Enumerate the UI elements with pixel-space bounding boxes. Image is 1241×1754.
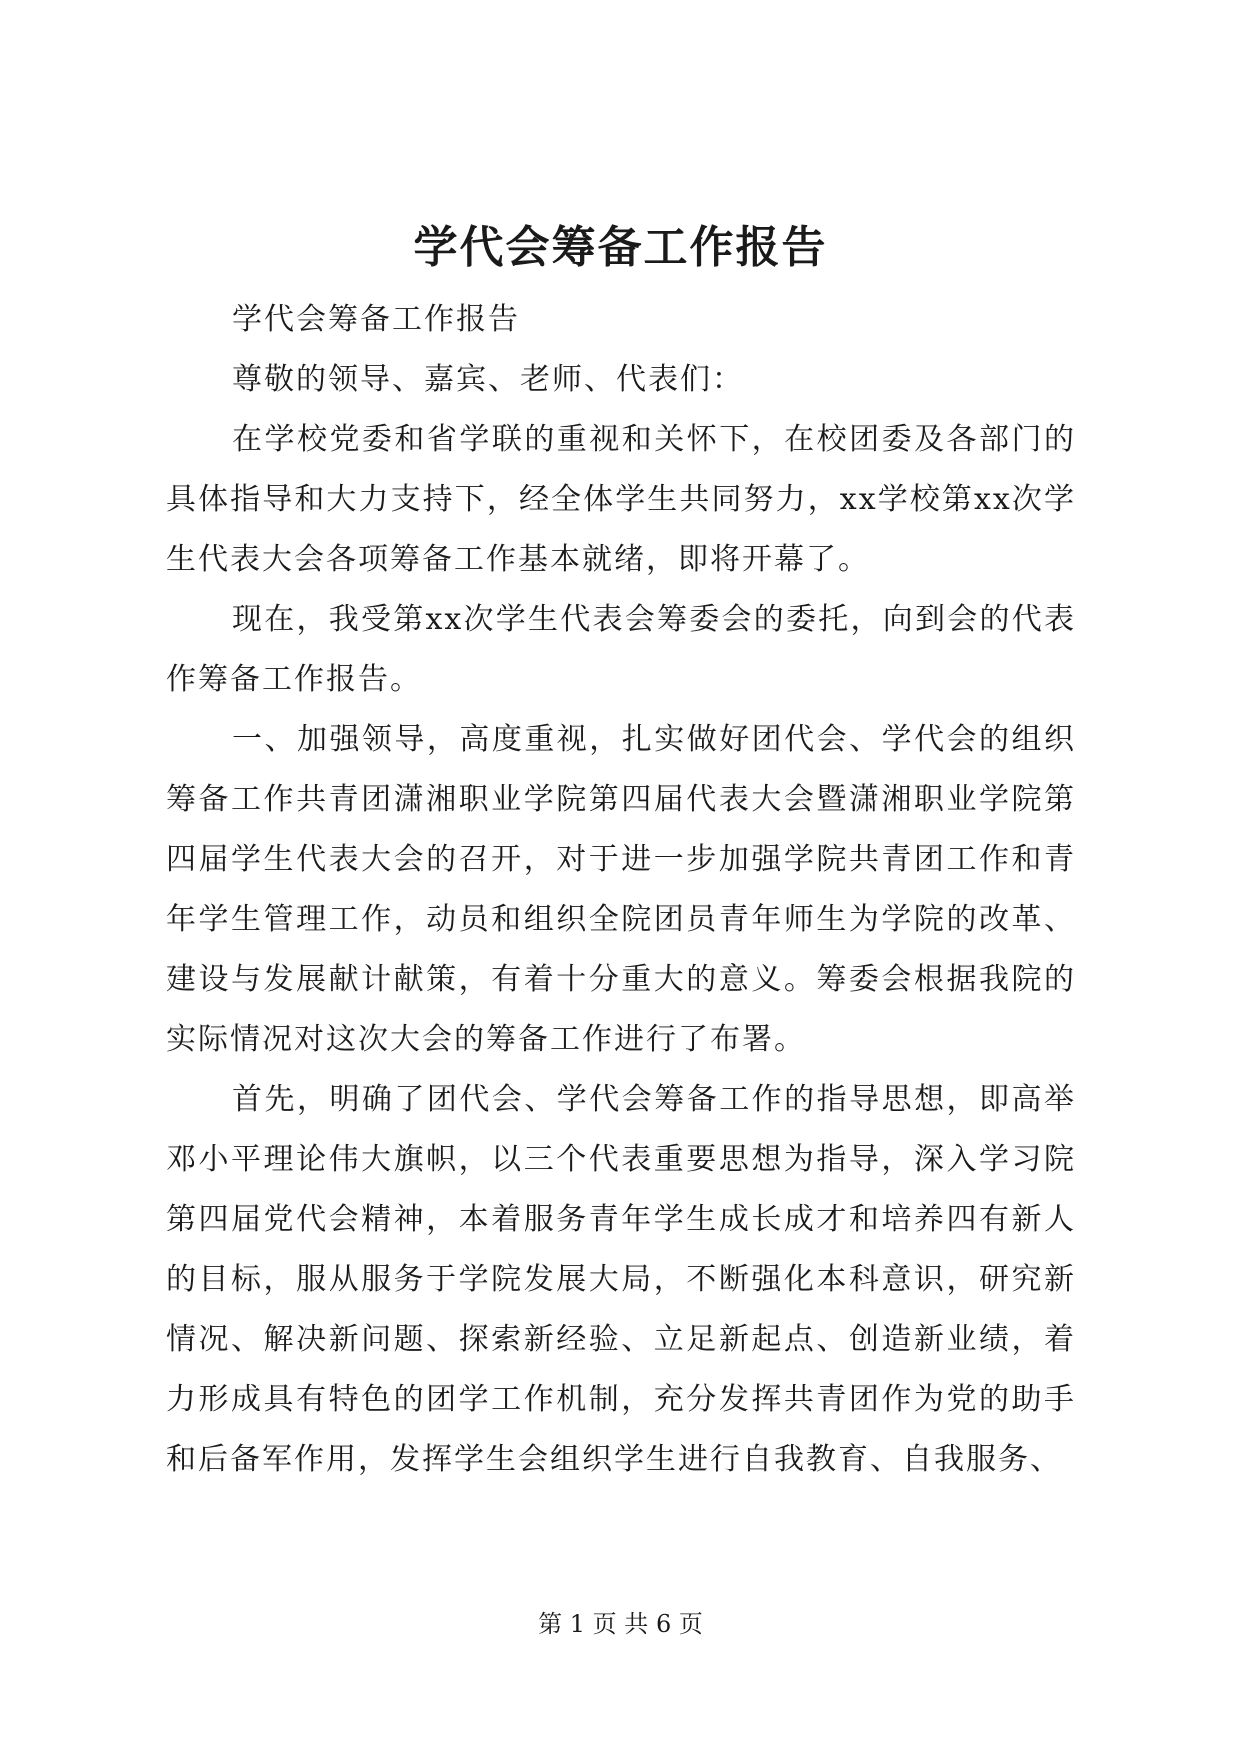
paragraph: 一、加强领导，高度重视，扎实做好团代会、学代会的组织筹备工作共青团潇湘职业学院第四届代表大会暨潇湘职业学院第四届学生代表大会的召开，对于进一步加强学院共青团工作和青年学生管理工作，动员和组织全院团员青年师生为学院的改革、建设与发展献计献策，有着十分重大的意义。筹委会根据我院的实际情况对这次大会的筹备工作进行了布署。 xyxy=(166,722,1076,1057)
paragraph: 在学校党委和省学联的重视和关怀下，在校团委及各部门的具体指导和大力支持下，经全体学生共同努力，xx学校第xx次学生代表大会各项筹备工作基本就绪，即将开幕了。 xyxy=(166,422,1076,577)
paragraph-salutation: 尊敬的领导、嘉宾、老师、代表们： xyxy=(232,362,744,397)
paragraph: 现在，我受第xx次学生代表会筹委会的委托，向到会的代表作筹备工作报告。 xyxy=(166,602,1076,697)
paragraph-subtitle: 学代会筹备工作报告 xyxy=(232,302,520,337)
document-body xyxy=(166,290,1076,1490)
document-title: 学代会筹备工作报告 xyxy=(413,222,828,273)
page-number-footer: 第 1 页 共 6 页 xyxy=(538,1610,703,1638)
paragraph: 首先，明确了团代会、学代会筹备工作的指导思想，即高举邓小平理论伟大旗帜，以三个代表重要思想为指导，深入学习院第四届党代会精神，本着服务青年学生成长成才和培养四有新人的目标，服从服务于学院发展大局，不断强化本科意识，研究新情况、解决新问题、探索新经验、立足新起点、创造新业绩，着力形成具有特色的团学工作机制，充分发挥共青团作为党的助手和后备军作用，发挥学生会组织学生进行自我教育、自我服务、 xyxy=(166,1082,1076,1477)
